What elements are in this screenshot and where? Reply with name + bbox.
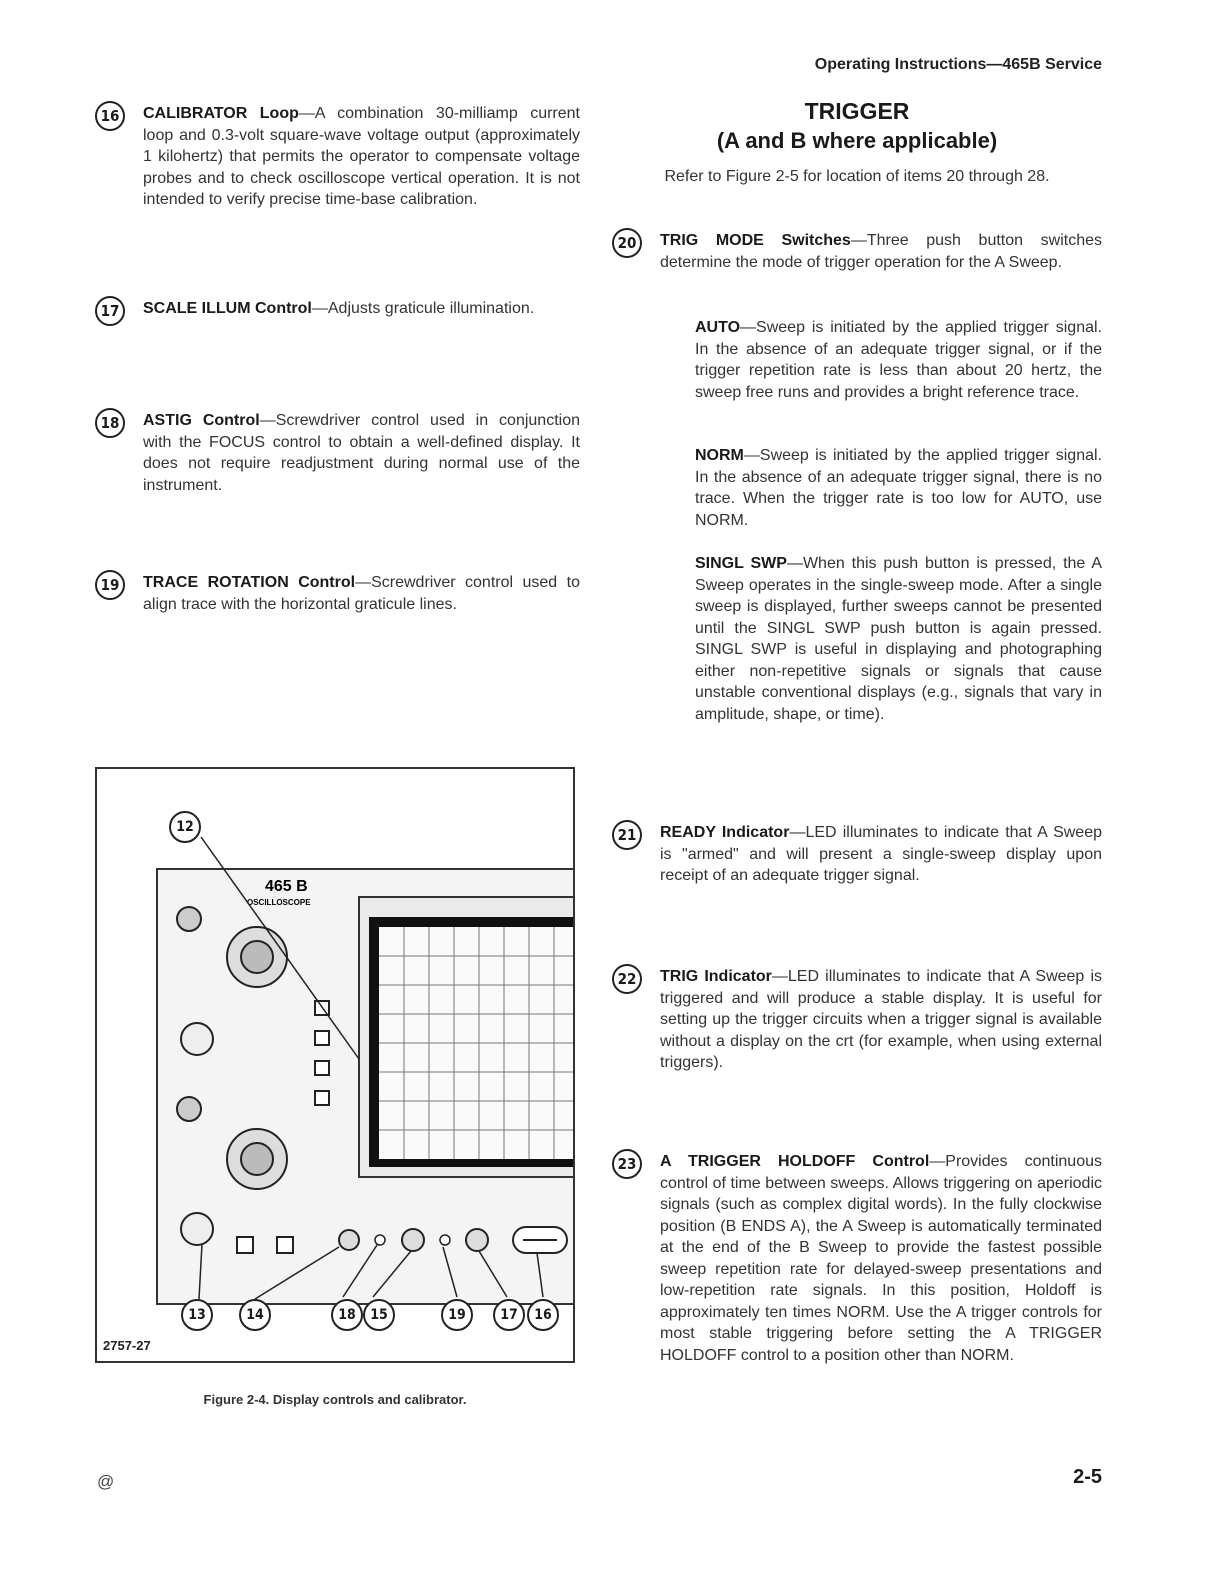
section-subtitle: (A and B where applicable) [716, 128, 998, 153]
position-knob-ch1 [177, 907, 201, 931]
page-number: 2-5 [1073, 1466, 1102, 1488]
item-17 [95, 298, 580, 326]
item-label: TRACE ROTATION Control [143, 574, 356, 591]
item-text [660, 230, 1102, 273]
figure-oscilloscope-panel [95, 767, 575, 1363]
item-description: —A combination 30-milliamp current loop and 0.3-volt square-wave voltage output (approximately 1 kilohertz) that permits the operator to compensate voltage probes and to check oscilloscope vertical operation. It is not intended to verify precise time-base calibration. [143, 105, 580, 208]
mode-description: —Sweep is initiated by the applied trigger signal. In the absence of an adequate trigger signal, or if the trigger repetition rate is less than about 20 hertz, the sweep free runs and provides a bright reference trace. [695, 319, 1102, 401]
subbrand-label: OSCILLOSCOPE [247, 898, 311, 907]
item-label: SCALE ILLUM Control [143, 300, 312, 317]
mode-label: NORM [695, 447, 744, 464]
item-23 [612, 1151, 1102, 1366]
mode-auto [695, 317, 1102, 403]
mode-label: AUTO [695, 319, 741, 336]
item-number-badge: 23 [612, 1149, 642, 1179]
focus-knob [402, 1229, 424, 1251]
trace-rotation-control [440, 1235, 450, 1245]
item-22 [612, 966, 1102, 1074]
position-knob-ch2 [177, 1097, 201, 1121]
callout-18: 18 [331, 1299, 363, 1331]
ch2-input-connector [181, 1213, 213, 1245]
item-description: —Provides continuous control of time between sweeps. Allows triggering on aperiodic signals (such as complex digital words). In the fully clockwise position (B ENDS A), the A Sweep is automatically terminated at the end of the B Sweep to provide the fastest possible sweep repetition rate for delayed-sweep presentations and low-repetition rate signals. In this position, Holdoff is approximately ten times NORM. Use the A trigger controls for most stable triggering before setting the A TRIGGER HOLDOFF control to a position other than NORM. [660, 1153, 1102, 1364]
mode-norm [695, 445, 1102, 531]
item-21 [612, 822, 1102, 887]
item-text [660, 1151, 1102, 1366]
item-text [660, 822, 1102, 887]
item-number-badge: 18 [95, 408, 125, 438]
item-label: TRIG Indicator [660, 968, 772, 985]
item-label: ASTIG Control [143, 412, 260, 429]
switch [315, 1061, 329, 1075]
switch [315, 1031, 329, 1045]
switch [237, 1237, 253, 1253]
item-description: —Screwdriver control used to align trace with the horizontal graticule lines. [143, 574, 581, 613]
item-20 [612, 230, 1102, 273]
item-text [143, 103, 580, 211]
item-number-badge: 21 [612, 820, 642, 850]
item-16 [95, 103, 580, 211]
item-18 [95, 410, 580, 496]
item-text [660, 966, 1102, 1074]
item-text [143, 572, 580, 615]
figure-reference: Refer to Figure 2-5 for location of items 20 through 28. [664, 168, 1050, 185]
item-label: CALIBRATOR Loop [143, 105, 299, 122]
callout-12: 12 [169, 811, 201, 843]
footer-mark: @ [97, 1472, 115, 1491]
item-description: —LED illuminates to indicate that A Sweep is "armed" and will present a single-sweep display upon receipt of an adequate trigger signal. [660, 824, 1103, 884]
item-number-badge: 16 [95, 101, 125, 131]
brand-label: 465 B [265, 878, 308, 895]
ch1-input-connector [181, 1023, 213, 1055]
item-text [143, 298, 534, 320]
switch [277, 1237, 293, 1253]
astig-control [375, 1235, 385, 1245]
item-label: A TRIGGER HOLDOFF Control [660, 1153, 930, 1170]
switch [315, 1091, 329, 1105]
mode-description: —Sweep is initiated by the applied trigger signal. In the absence of an adequate trigger signal, there is no trace. When the trigger rate is too low for AUTO, use NORM. [695, 447, 1102, 529]
callout-19: 19 [441, 1299, 473, 1331]
item-number-badge: 17 [95, 296, 125, 326]
item-19 [95, 572, 580, 615]
callout-15: 15 [363, 1299, 395, 1331]
item-description: —Adjusts graticule illumination. [311, 300, 535, 317]
mode-singl-swp [695, 553, 1102, 725]
page-header: Operating Instructions—465B Service [814, 56, 1102, 73]
item-number-badge: 19 [95, 570, 125, 600]
callout-16: 16 [527, 1299, 559, 1331]
figure-number-label: 2757-27 [103, 1338, 151, 1353]
item-text [143, 410, 580, 496]
callout-17: 17 [493, 1299, 525, 1331]
figure-caption: Figure 2-4. Display controls and calibrator. [203, 1392, 467, 1407]
section-title: TRIGGER [804, 98, 910, 124]
item-description: —LED illuminates to indicate that A Sweep is triggered and will produce a stable display. It is useful for setting up the trigger circuits when a trigger signal is available without a display on the crt (for example, when using external triggers). [660, 968, 1102, 1071]
item-number-badge: 22 [612, 964, 642, 994]
callout-13: 13 [181, 1299, 213, 1331]
item-label: TRIG MODE Switches [660, 232, 851, 249]
intensity-knob [339, 1230, 359, 1250]
oscilloscope-illustration [97, 769, 573, 1361]
item-description: —Screwdriver control used in conjunction with the FOCUS control to obtain a well-defined display. It does not require readjustment during normal use of the instrument. [143, 412, 580, 494]
item-description: —Three push button switches determine the mode of trigger operation for the A Sweep. [660, 232, 1102, 271]
mode-label: SINGL SWP [695, 555, 787, 572]
item-number-badge: 20 [612, 228, 642, 258]
mode-description: —When this push button is pressed, the A Sweep operates in the single-sweep mode. After a single sweep is displayed, further sweeps cannot be presented until the SINGL SWP push button is again pressed. SINGL SWP is useful in displaying and photographing either non-repetitive signals or signals that cause unstable conventional displays (e.g., signals that vary in amplitude, shape, or time). [695, 555, 1102, 723]
item-label: READY Indicator [660, 824, 790, 841]
scale-illum-knob [466, 1229, 488, 1251]
callout-14: 14 [239, 1299, 271, 1331]
